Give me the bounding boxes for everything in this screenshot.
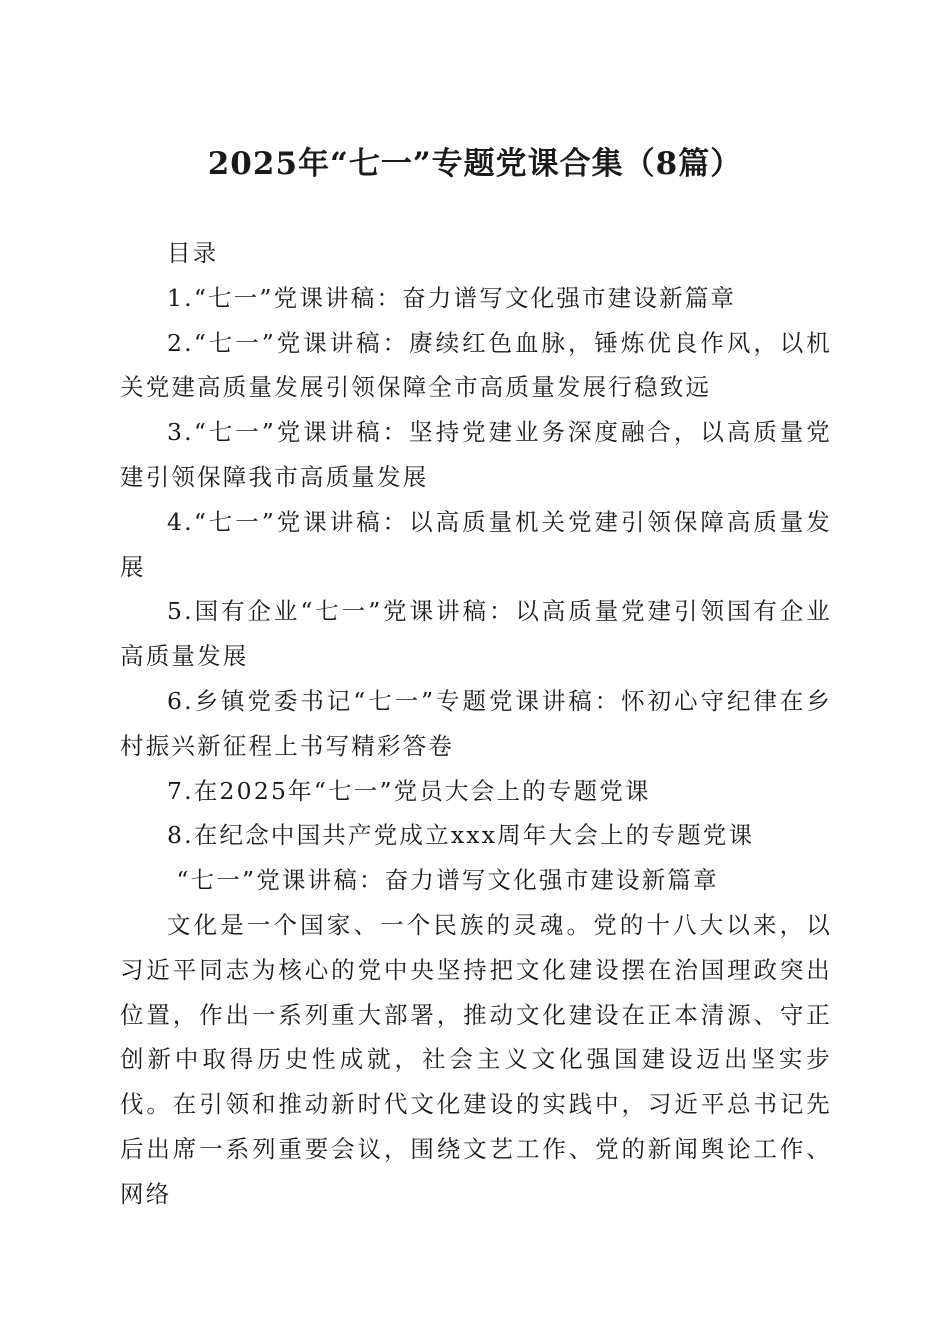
toc-heading: 目录 — [167, 239, 219, 267]
toc-item-3: 3.“七一”党课讲稿：坚持党建业务深度融合，以高质量党建引领保障我市高质量发展 — [120, 418, 832, 491]
toc-item-8: 8.在纪念中国共产党成立xxx周年大会上的专题党课 — [167, 821, 755, 850]
section-heading: “七一”党课讲稿：奋力谱写文化强市建设新篇章 — [176, 866, 719, 895]
toc-item-5: 5.国有企业“七一”党课讲稿：以高质量党建引领国有企业高质量发展 — [120, 597, 832, 671]
toc-item-7: 7.在2025年“七一”党员大会上的专题党课 — [167, 776, 651, 805]
toc-item-1: 1.“七一”党课讲稿：奋力谱写文化强市建设新篇章 — [167, 283, 737, 312]
document-body — [120, 231, 832, 1217]
toc-item-6: 6.乡镇党委书记“七一”专题党课讲稿：怀初心守纪律在乡村振兴新征程上书写精彩答卷 — [120, 686, 832, 760]
toc-item-4: 4.“七一”党课讲稿：以高质量机关党建引领保障高质量发展 — [120, 507, 832, 581]
body-paragraph: 文化是一个国家、一个民族的灵魂。党的十八大以来，以习近平同志为核心的党中央坚持把文化建设摆在治国理政突出位置，作出一系列重大部署，推动文化建设在正本清源、守正创新中取得历史性成就，社会主义文化强国建设迈出坚实步伐。在引领和推动新时代文化建设的实践中，习近平总书记先后出席一系列重要会议，围绕文艺工作、党的新闻舆论工作、网络 — [120, 910, 832, 1208]
document-title: 2025年“七一”专题党课合集（8篇） — [207, 146, 743, 182]
toc-item-2: 2.“七一”党课讲稿：赓续红色血脉，锤炼优良作风，以机关党建高质量发展引领保障全市高质量发展行稳致远 — [120, 328, 832, 402]
